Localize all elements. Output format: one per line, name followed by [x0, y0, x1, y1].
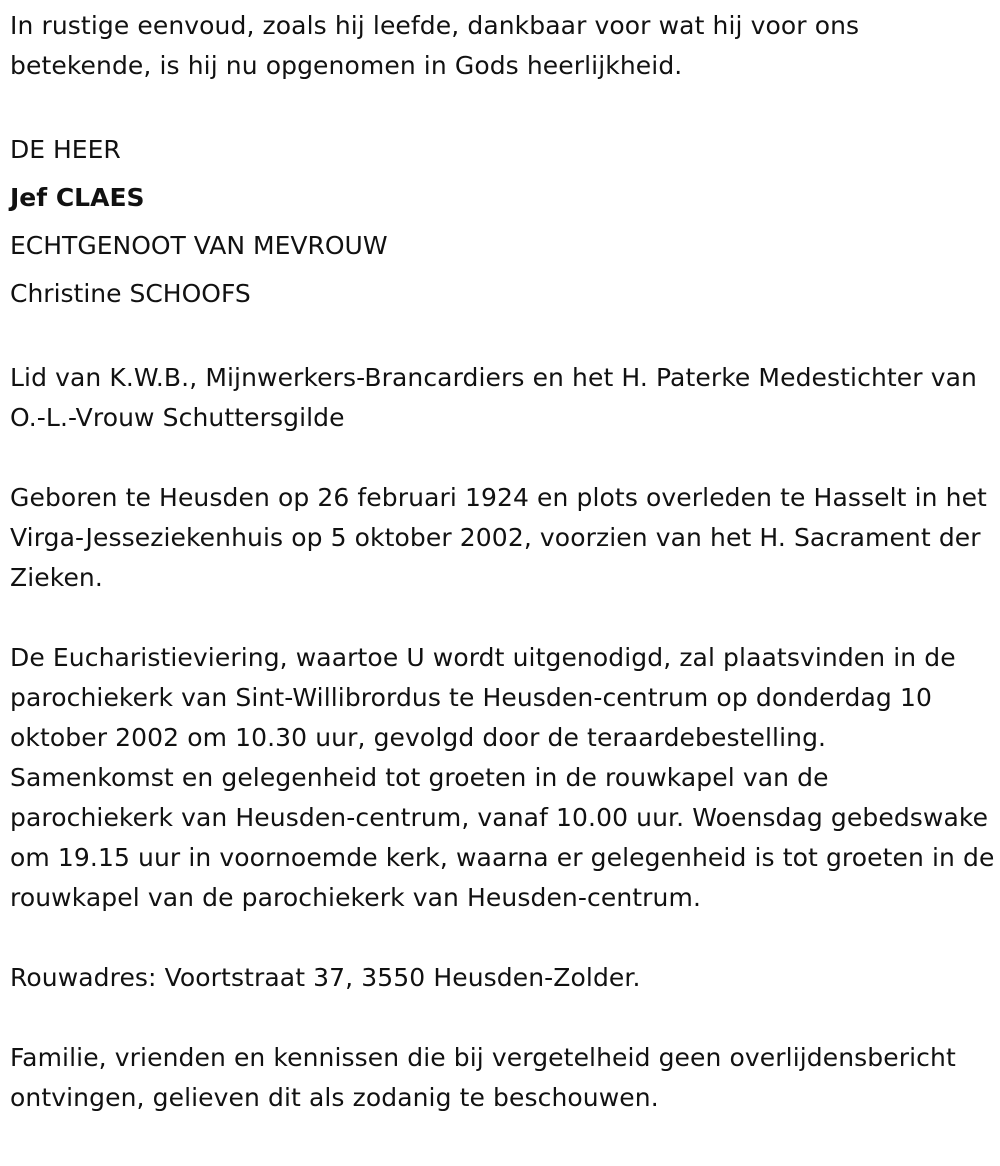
address-paragraph: Rouwadres: Voortstraat 37, 3550 Heusden-Zolder.	[10, 963, 641, 992]
spouse-name: Christine SCHOOFS	[10, 279, 251, 308]
memberships-paragraph: Lid van K.W.B., Mijnwerkers-Brancardiers en het H. Paterke Medestichter van O.-L.-Vrouw Schuttersgilde	[10, 363, 977, 432]
title-line: DE HEER	[10, 135, 121, 164]
service-paragraph: De Eucharistieviering, waartoe U wordt uitgenodigd, zal plaatsvinden in de parochiekerk van Sint-Willibrordus te Heusden-centrum op donderdag 10 oktober 2002 om 10.30 uur, gevolgd door de teraardebestelling. Samenkomst en gelegenheid tot groeten in de rouwkapel van de parochiekerk van Heusden-centrum, vanaf 10.00 uur. Woensdag gebedswake om 19.15 uur in voornoemde kerk, waarna er gelegenheid is tot groeten in de rouwkapel van de parochiekerk van Heusden-centrum.	[10, 643, 995, 912]
spacer	[10, 318, 995, 358]
spacer	[10, 438, 995, 478]
spacer	[10, 998, 995, 1038]
deceased-name: Jef CLAES	[10, 183, 145, 212]
spacer	[10, 918, 995, 958]
spouse-line: ECHTGENOOT VAN MEVROUW	[10, 231, 388, 260]
intro-paragraph: In rustige eenvoud, zoals hij leefde, dankbaar voor wat hij voor ons betekende, is hij nu opgenomen in Gods heerlijkheid.	[10, 11, 860, 80]
obituary-document	[10, 6, 995, 1118]
birth-death-paragraph: Geboren te Heusden op 26 februari 1924 en plots overleden te Hasselt in het Virga-Jesseziekenhuis op 5 oktober 2002, voorzien van het H. Sacrament der Zieken.	[10, 483, 987, 592]
closing-paragraph: Familie, vrienden en kennissen die bij vergetelheid geen overlijdensbericht ontvingen, gelieven dit als zodanig te beschouwen.	[10, 1043, 956, 1112]
spacer	[10, 86, 995, 126]
spacer	[10, 598, 995, 638]
